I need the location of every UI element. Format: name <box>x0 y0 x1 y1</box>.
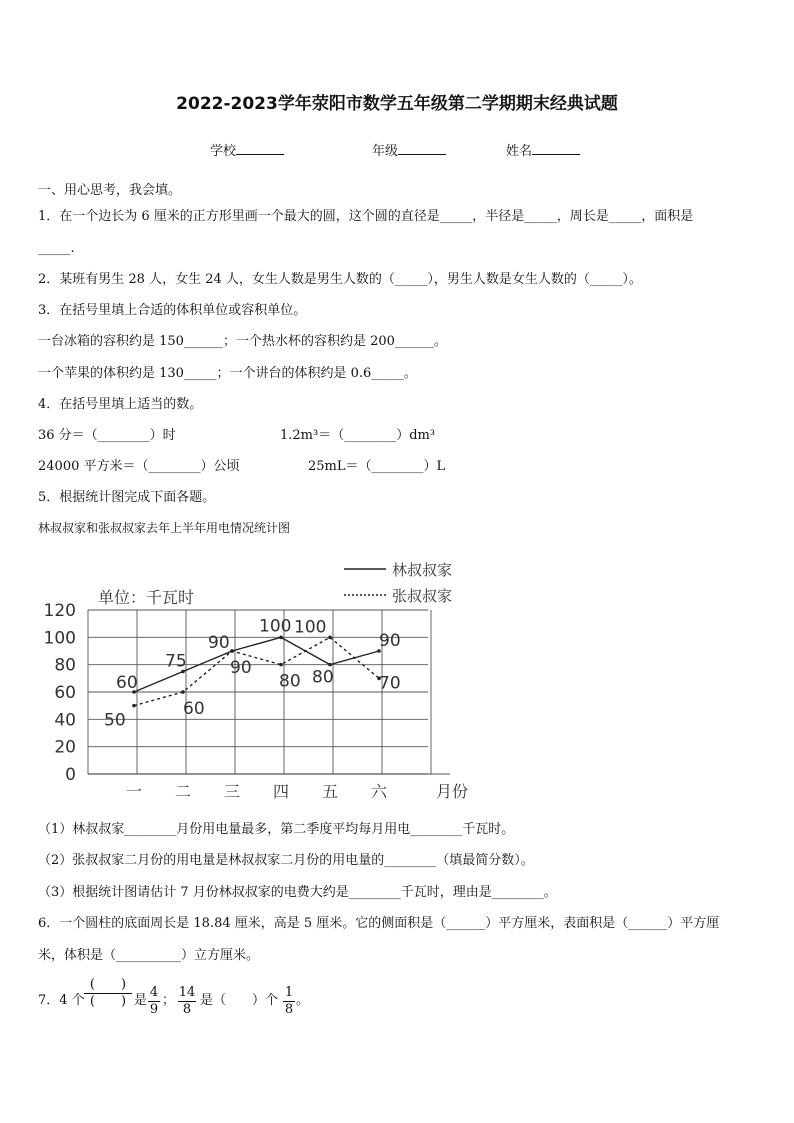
unit-label: 单位：千瓦时 <box>98 588 195 607</box>
data-point <box>132 704 136 708</box>
fraction-denominator: 8 <box>182 1002 192 1017</box>
data-label: 60 <box>116 673 138 693</box>
grade-field <box>372 142 446 160</box>
fraction-fourteen-eighths <box>178 985 196 1018</box>
data-label: 90 <box>208 633 230 653</box>
data-label: 70 <box>379 673 401 694</box>
data-label: 75 <box>165 651 187 672</box>
y-tick-label: 120 <box>43 601 76 621</box>
fraction-numerator: 1 <box>284 985 294 1000</box>
question-5-stem: 5．根据统计图完成下面各题。 <box>38 490 216 505</box>
question-5-sub-1: （1）林叔叔家________月份用电量最多，第二季度平均每月用电________千瓦时。 <box>38 822 515 837</box>
school-label: 学校 <box>210 144 237 159</box>
x-axis-label: 月份 <box>435 782 469 801</box>
grade-label: 年级 <box>372 144 399 159</box>
school-field <box>210 142 284 160</box>
question-7-is-count: 是（ ）个 <box>200 993 279 1008</box>
y-tick-label: 20 <box>54 737 76 758</box>
question-1-line-1: 1．在一个边长为 6 厘米的正方形里画一个最大的圆，这个圆的直径是_____，半径是_____，周长是_____，面积是 <box>38 209 694 224</box>
blank-numerator: ( ) <box>89 977 127 992</box>
question-7-end: 。 <box>296 993 310 1008</box>
question-4-b: 1.2m³＝（________）dm³ <box>280 428 436 443</box>
data-point <box>328 636 332 640</box>
x-tick-label: 四 <box>272 782 290 801</box>
data-label: 60 <box>183 699 205 719</box>
fraction-denominator: 9 <box>149 1002 159 1017</box>
question-6-line-2: 米，体积是（__________）立方厘米。 <box>38 948 260 963</box>
data-label: 100 <box>259 616 292 637</box>
question-1-line-2: _____. <box>38 241 75 256</box>
x-tick-label: 六 <box>370 782 388 801</box>
data-point <box>181 690 185 694</box>
legend-label: 张叔叔家 <box>392 587 453 605</box>
data-label: 80 <box>279 671 301 692</box>
x-tick-label: 三 <box>223 782 241 801</box>
fraction-four-ninths <box>148 985 160 1018</box>
y-tick-label: 60 <box>54 683 76 703</box>
name-blank[interactable] <box>532 142 580 155</box>
chart-caption: 林叔叔家和张叔叔家去年上半年用电情况统计图 <box>38 521 291 535</box>
section-heading: 一、用心思考，我会填。 <box>38 183 182 198</box>
data-point <box>328 663 332 667</box>
fraction-numerator: 4 <box>149 985 159 1000</box>
x-tick-label: 一 <box>125 782 143 801</box>
data-label: 80 <box>312 667 334 688</box>
question-7-is: 是 <box>134 993 148 1008</box>
y-tick-label: 0 <box>65 765 76 785</box>
school-blank[interactable] <box>236 142 284 155</box>
question-4-stem: 4．在括号里填上适当的数。 <box>38 397 203 412</box>
question-3-line-1: 一台冰箱的容积约是 150______；一个热水杯的容积约是 200______。 <box>38 334 447 349</box>
question-2: 2．某班有男生 28 人，女生 24 人，女生人数是男生人数的（_____），男生人数是女生人数的（_____）。 <box>38 272 642 287</box>
blank-denominator: ( ) <box>89 994 127 1009</box>
data-point <box>230 649 234 653</box>
question-5-sub-3: （3）根据统计图请估计 7 月份林叔叔家的电费大约是________千瓦时，理由是________。 <box>38 885 557 900</box>
data-label: 100 <box>294 617 327 638</box>
y-tick-label: 40 <box>54 710 76 731</box>
legend-label: 林叔叔家 <box>392 561 453 579</box>
question-7-sep: ； <box>162 993 176 1008</box>
question-3-stem: 3．在括号里填上合适的体积单位或容积单位。 <box>38 303 307 318</box>
fraction-numerator: 14 <box>178 985 196 1000</box>
x-tick-label: 二 <box>174 782 192 801</box>
question-4-d: 25mL＝（________）L <box>308 459 446 474</box>
data-label: 50 <box>104 710 126 731</box>
y-tick-label: 100 <box>43 628 76 649</box>
grade-blank[interactable] <box>398 142 446 155</box>
name-field <box>506 142 580 160</box>
name-label: 姓名 <box>506 144 533 159</box>
question-3-line-2: 一个苹果的体积约是 130_____；一个讲台的体积约是 0.6_____。 <box>38 366 417 381</box>
question-4-a: 36 分＝（________）时 <box>38 428 176 443</box>
question-5-sub-2: （2）张叔叔家二月份的用电量是林叔叔家二月份的用电量的________（填最简分数）。 <box>38 853 534 868</box>
fraction-denominator: 8 <box>284 1002 294 1017</box>
question-4-c: 24000 平方米＝（________）公顷 <box>38 459 240 474</box>
y-tick-label: 80 <box>54 655 76 676</box>
data-label: 90 <box>230 658 252 678</box>
data-point <box>279 663 283 667</box>
question-7-blank-fraction[interactable] <box>84 977 132 1010</box>
electricity-line-chart <box>38 555 478 805</box>
question-6-line-1: 6．一个圆柱的底面周长是 18.84 厘米，高是 5 厘米。它的侧面积是（______）平方厘米，表面积是（______）平方厘 <box>38 916 720 931</box>
series-line <box>134 637 379 705</box>
data-label: 90 <box>379 631 401 651</box>
x-tick-label: 五 <box>321 782 339 801</box>
page-title: 2022-2023学年荥阳市数学五年级第二学期期末经典试题 <box>176 94 618 114</box>
fraction-one-eighth <box>283 985 295 1018</box>
question-7-lead: 7．4 个 <box>38 993 85 1008</box>
